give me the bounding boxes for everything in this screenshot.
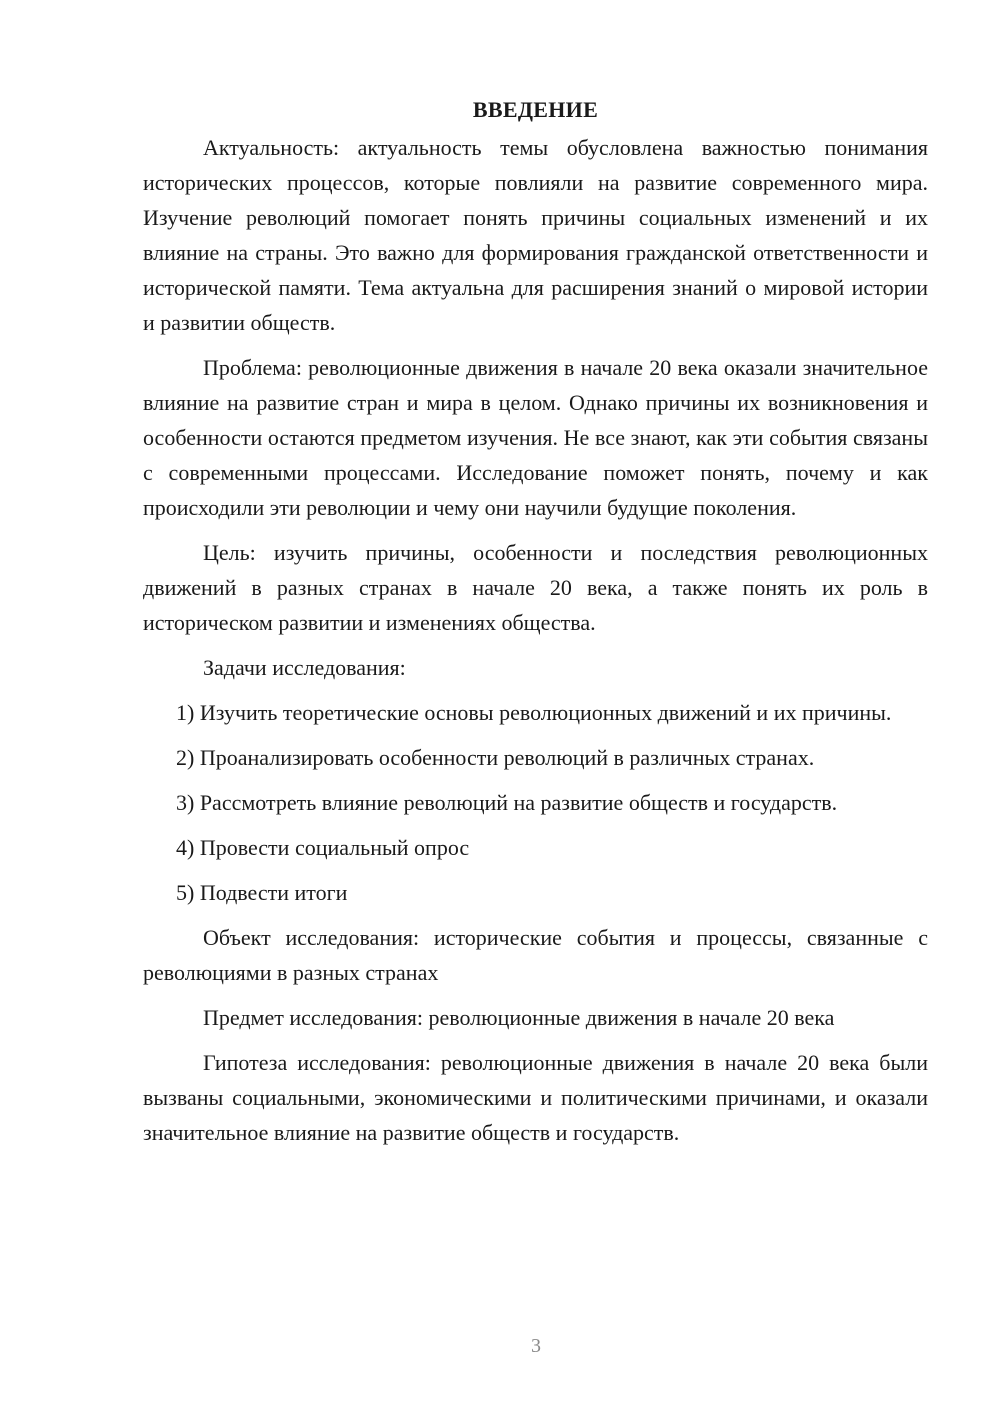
task-item: 2) Проанализировать особенности революций в различных странах. — [176, 745, 815, 770]
page-number: 3 — [531, 1335, 541, 1357]
section-title: ВВЕДЕНИЕ — [472, 97, 599, 122]
tasks-heading: Задачи исследования: — [203, 655, 406, 680]
problem-paragraph: Проблема: революционные движения в начале 20 века оказали значительное влияние на развитие стран и мира в целом. Однако причины их возникновения и особенности остаются предметом изучения. Не все знают, как эти события связаны с современными процессами. Исследование поможет понять, почему и как происходили эти революции и чему они научили будущие поколения. — [143, 355, 928, 520]
page-content — [143, 92, 928, 1160]
task-item: 1) Изучить теоретические основы революционных движений и их причины. — [176, 700, 892, 725]
task-item: 3) Рассмотреть влияние революций на развитие обществ и государств. — [176, 790, 838, 815]
subject-paragraph: Предмет исследования: революционные движения в начале 20 века — [203, 1005, 835, 1030]
relevance-paragraph: Актуальность: актуальность темы обусловлена важностью понимания исторических процессов, которые повлияли на развитие современного мира. Изучение революций помогает понять причины социальных изменений и их влияние на страны. Это важно для формирования гражданской ответственности и исторической памяти. Тема актуальна для расширения знаний о мировой истории и развитии обществ. — [143, 135, 928, 335]
task-item: 5) Подвести итоги — [176, 880, 348, 905]
object-paragraph: Объект исследования: исторические события и процессы, связанные с революциями в разных странах — [143, 925, 928, 985]
hypothesis-paragraph: Гипотеза исследования: революционные движения в начале 20 века были вызваны социальными, экономическими и политическими причинами, и оказали значительное влияние на развитие обществ и государств. — [143, 1050, 928, 1145]
goal-paragraph: Цель: изучить причины, особенности и последствия революционных движений в разных странах в начале 20 века, а также понять их роль в историческом развитии и изменениях общества. — [143, 540, 928, 635]
task-item: 4) Провести социальный опрос — [176, 835, 470, 860]
